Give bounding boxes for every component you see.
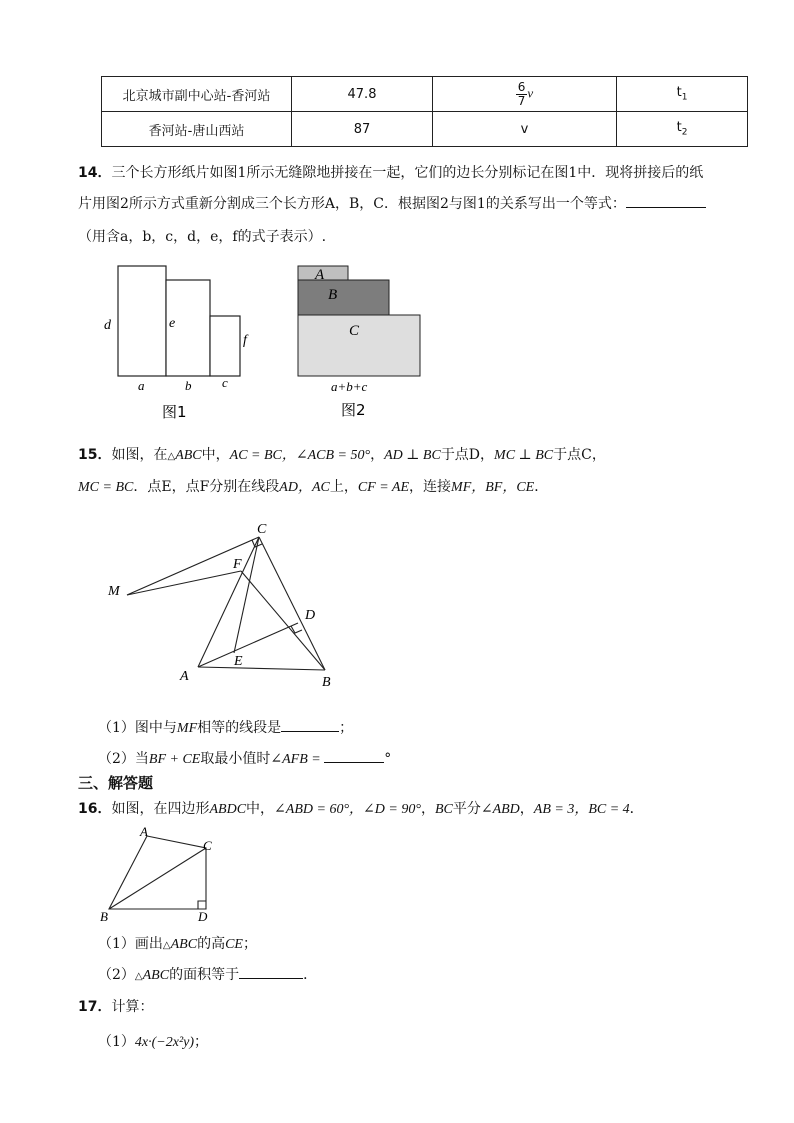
q16-sub2: （2）△ABC的面积等于 ．: [98, 964, 317, 984]
answer-blank[interactable]: [626, 193, 706, 208]
segment-MF: [127, 571, 241, 595]
table-cell-distance: 87: [292, 112, 433, 147]
triangle-icon: △: [167, 451, 176, 462]
label-d: d: [104, 318, 111, 333]
segment-BC: [109, 848, 206, 909]
table-cell-speed: $\frac{6}{7}$ v: [433, 77, 617, 112]
q17-line1: 17．计算：: [78, 999, 154, 1015]
label-C: C: [349, 323, 360, 339]
label-B: B: [328, 287, 338, 303]
point-D: D: [305, 608, 316, 623]
rect-B: [298, 280, 389, 315]
point-C: C: [203, 838, 212, 853]
label-f: f: [243, 333, 247, 348]
fig1-caption: 图1: [162, 403, 187, 421]
segment-AC: [198, 537, 259, 667]
point-F: F: [233, 557, 242, 572]
segment-AB: [198, 667, 325, 670]
table-cell-speed: v: [433, 112, 617, 147]
point-A: A: [180, 669, 189, 684]
table-cell-time: $t_1$: [617, 77, 748, 112]
fraction: $\frac{6}{7}$: [517, 79, 526, 108]
point-D: D: [198, 909, 208, 924]
triangle-icon: △: [134, 971, 143, 982]
point-A: A: [140, 824, 148, 839]
table-row: [102, 112, 748, 147]
label-b: b: [185, 378, 192, 393]
q14-line2: 片用图2所示方式重新分割成三个长方形A，B，C．根据图2与图1的关系写出一个等式：: [78, 193, 706, 213]
q15-line1: 15．如图，在△ABC中，AC = BC，∠ACB = 50°，AD ⊥ BC于点D，MC ⊥ BC于点C，: [78, 447, 606, 463]
answer-blank[interactable]: [239, 964, 303, 979]
point-B: B: [100, 909, 108, 924]
label-A: A: [315, 267, 325, 283]
speed-table: [101, 76, 748, 147]
label-c: c: [222, 375, 228, 390]
point-C: C: [257, 522, 267, 537]
q14-line1: 14．三个长方形纸片如图1所示无缝隙地拼接在一起，它们的边长分别标记在图1中．现将拼接后的纸: [78, 165, 704, 181]
label-e: e: [169, 316, 176, 331]
right-angle-mark: [198, 901, 206, 909]
answer-blank[interactable]: [281, 717, 339, 732]
fig2-caption: 图2: [341, 401, 366, 419]
q17-sub1: （1）4x·(−2x²y)；: [98, 1034, 209, 1050]
table-cell-route: 北京城市副中心站-香河站: [102, 77, 292, 112]
q14-line3: （用含a，b，c，d，e，f的式子表示）.: [78, 229, 327, 245]
rect-d: [118, 266, 166, 376]
point-E: E: [234, 654, 243, 669]
q15-sub2: （2）当BF + CE取最小值时∠AFB = °: [98, 748, 391, 768]
q15-figure: [100, 515, 350, 690]
q15-sub1: （1）图中与MF相等的线段是 ；: [98, 717, 353, 737]
segment-CE: [234, 537, 259, 653]
label-a: a: [138, 378, 145, 393]
rect-f: [210, 316, 240, 376]
figure-1: [104, 266, 249, 421]
point-B: B: [322, 675, 331, 690]
triangle-icon: △: [162, 940, 171, 951]
table-cell-route: 香河站-唐山西站: [102, 112, 292, 147]
figure-2: [298, 266, 420, 419]
section-heading: 三、解答题: [78, 774, 154, 792]
point-M: M: [108, 584, 120, 599]
q16-line1: 16．如图，在四边形ABDC中，∠ABD = 60°，∠D = 90°，BC平分∠ABD，AB = 3，BC = 4．: [78, 801, 644, 817]
table-cell-time: $t_2$: [617, 112, 748, 147]
q15-line2: MC = BC．点E，点F分别在线段AD，AC上，CF = AE，连接MF，BF，CE．: [78, 479, 549, 495]
q16-sub1: （1）画出△ABC的高CE；: [98, 936, 257, 952]
table-cell-distance: 47.8: [292, 77, 433, 112]
quadrilateral-ABDC: [109, 836, 206, 909]
label-base: a+b+c: [331, 379, 368, 394]
segment-AD: [198, 623, 298, 667]
q14-figures: [95, 258, 435, 423]
table-row: [102, 77, 748, 112]
q16-figure: [95, 822, 225, 924]
answer-blank[interactable]: [324, 748, 384, 763]
